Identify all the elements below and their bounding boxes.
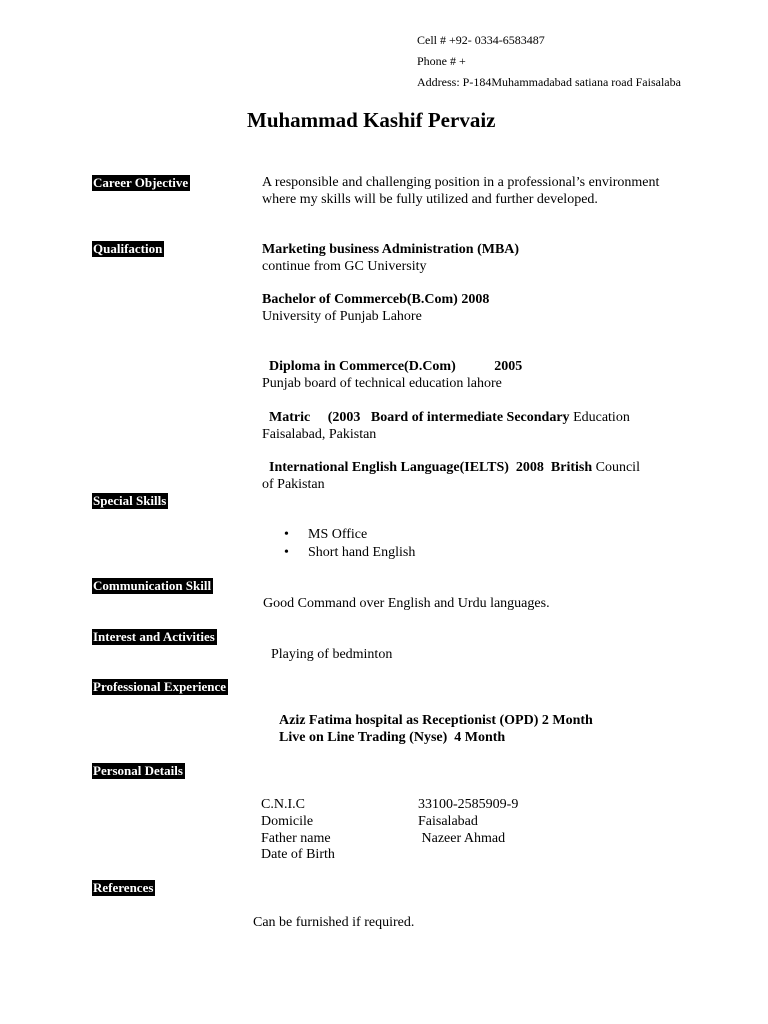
qualification-title-rest: Council	[592, 460, 640, 475]
qualification-detail: of Pakistan	[262, 477, 325, 492]
page-title: Muhammad Kashif Pervaiz	[247, 108, 496, 132]
qualification-item	[262, 442, 640, 493]
list-item	[284, 544, 415, 562]
section-label-experience: Professional Experience	[93, 679, 226, 694]
contact-phone: Phone # +	[417, 54, 466, 68]
section-label-communication-skill: Communication Skill	[93, 578, 212, 593]
references-text: Can be furnished if required.	[253, 915, 415, 930]
personal-value: Faisalabad	[418, 814, 478, 829]
list-item	[284, 526, 367, 544]
personal-key: C.N.I.C	[261, 797, 305, 812]
personal-key: Date of Birth	[261, 847, 335, 862]
qualification-title-rest: Education	[569, 410, 630, 425]
career-objective-text: A responsible and challenging position in a professional’s environment where my skills will be fully utilized and further developed.	[262, 175, 660, 207]
section-label-career-objective: Career Objective	[93, 175, 189, 190]
contact-address: Address: P-184Muhammadabad satiana road Faisalaba	[417, 75, 681, 89]
bullet-icon: •	[284, 527, 289, 542]
qualification-title: Diploma in Commerce(D.Com) 2005	[269, 359, 523, 374]
skill-text: MS Office	[308, 527, 368, 542]
section-label-special-skills: Special Skills	[93, 493, 167, 508]
section-label-references: References	[93, 880, 154, 895]
qualification-item	[262, 291, 489, 325]
qualification-title: Bachelor of Commerceb(B.Com) 2008	[262, 292, 490, 307]
section-label-personal-details: Personal Details	[93, 763, 183, 778]
personal-key: Domicile	[261, 814, 314, 829]
communication-skill-text: Good Command over English and Urdu languages.	[263, 596, 550, 611]
section-label-qualification: Qualifaction	[93, 241, 163, 256]
personal-value: 33100-2585909-9	[418, 797, 519, 812]
personal-value: Nazeer Ahmad	[418, 831, 506, 846]
qualification-title: Matric (2003 Board of intermediate Secondary	[269, 410, 570, 425]
skill-text: Short hand English	[308, 545, 416, 560]
contact-cell: Cell # +92- 0334-6583487	[417, 33, 545, 47]
qualification-detail: Punjab board of technical education lahore	[262, 376, 502, 391]
qualification-detail: Faisalabad, Pakistan	[262, 427, 377, 442]
interest-text: Playing of bedminton	[271, 647, 393, 662]
qualification-item	[262, 341, 522, 392]
qualification-item	[262, 392, 630, 443]
experience-item: Live on Line Trading (Nyse) 4 Month	[279, 730, 506, 745]
qualification-title: Marketing business Administration (MBA)	[262, 242, 520, 257]
section-label-interest: Interest and Activities	[93, 629, 215, 644]
bullet-icon: •	[284, 545, 289, 560]
qualification-item	[262, 241, 519, 275]
experience-item: Aziz Fatima hospital as Receptionist (OPD) 2 Month	[279, 713, 593, 728]
qualification-detail: continue from GC University	[262, 259, 427, 274]
personal-key: Father name	[261, 831, 331, 846]
qualification-title: International English Language(IELTS) 2008 British	[269, 460, 593, 475]
qualification-detail: University of Punjab Lahore	[262, 309, 422, 324]
